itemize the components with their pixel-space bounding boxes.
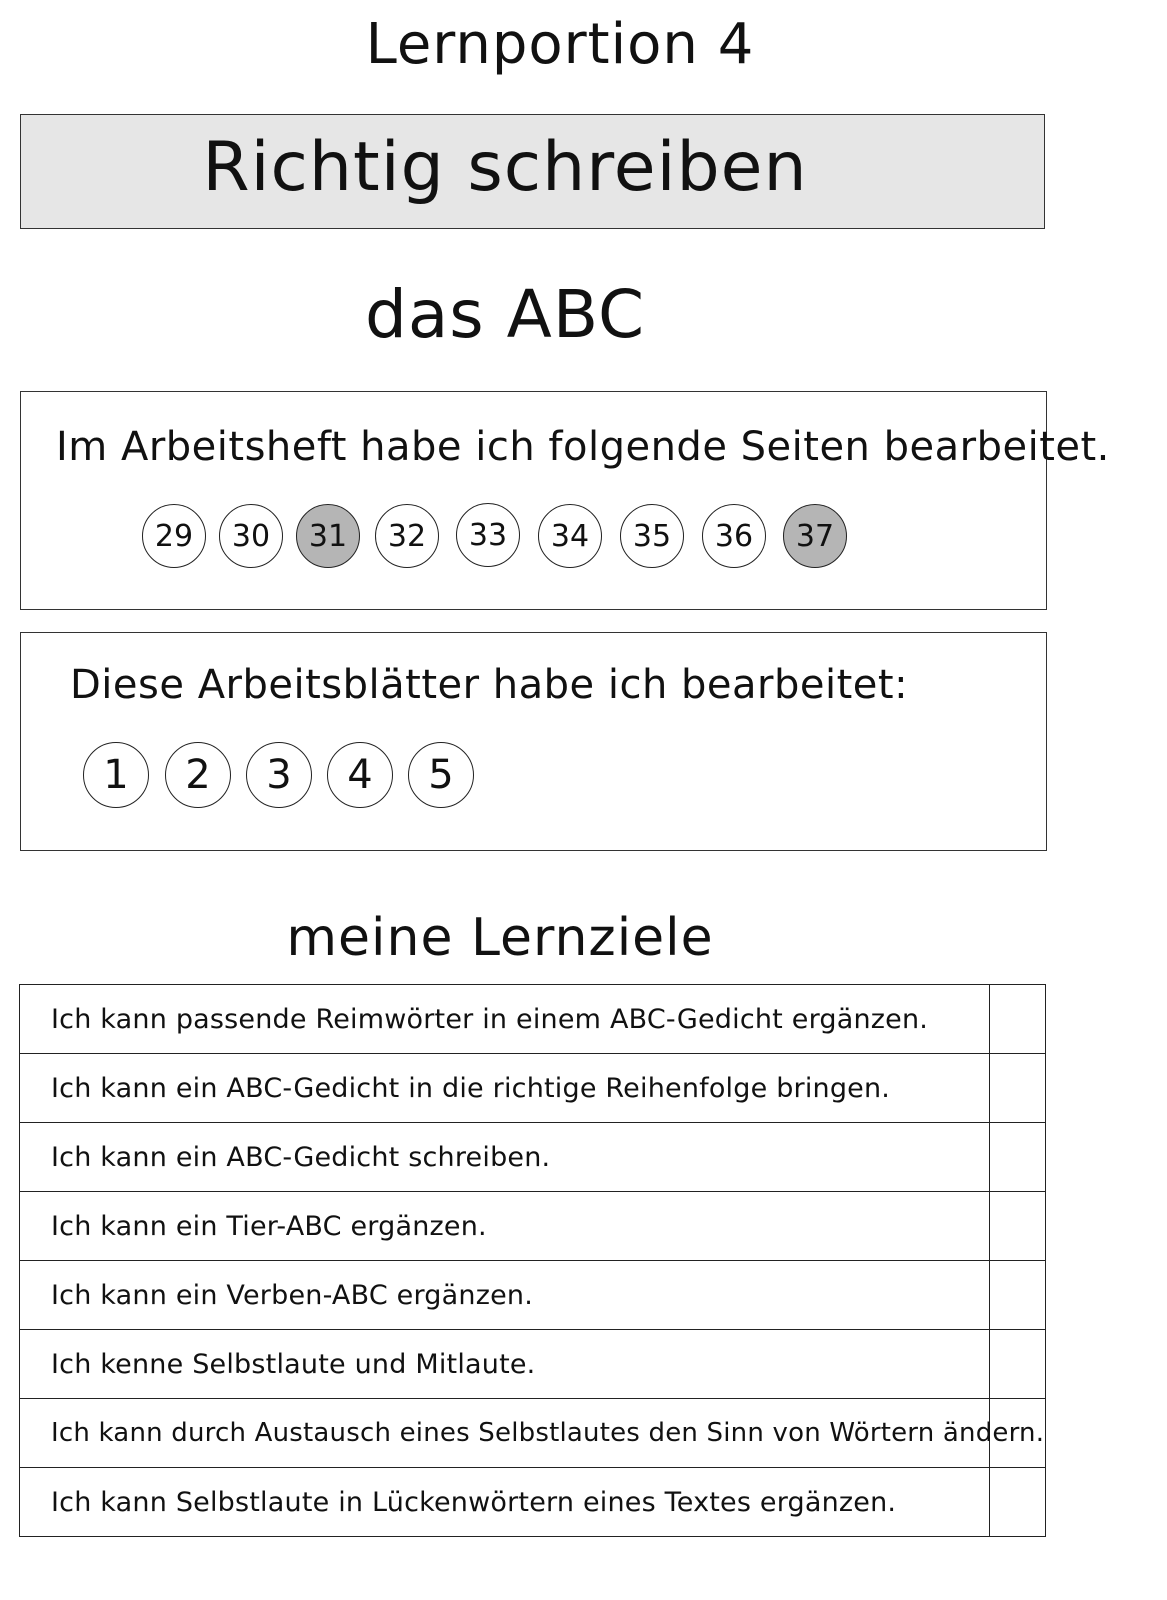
table-row	[20, 1054, 1046, 1123]
goal-checkbox[interactable]	[990, 1123, 1046, 1192]
table-row	[20, 1261, 1046, 1330]
sheet-circle[interactable]: 5	[408, 742, 474, 808]
table-row	[20, 1330, 1046, 1399]
sheet-circle[interactable]: 3	[246, 742, 312, 808]
goal-checkbox[interactable]	[990, 1192, 1046, 1261]
page-circle[interactable]: 37	[783, 504, 847, 568]
goal-checkbox[interactable]	[990, 985, 1046, 1054]
page-circle[interactable]: 35	[620, 504, 684, 568]
table-row	[20, 1123, 1046, 1192]
page-circle[interactable]: 29	[142, 504, 206, 568]
goal-text: Ich kann ein Verben-ABC ergänzen.	[20, 1261, 990, 1330]
goal-text: Ich kann ein ABC-Gedicht schreiben.	[20, 1123, 990, 1192]
table-row	[20, 1468, 1046, 1537]
arbeitsblaetter-label: Diese Arbeitsblätter habe ich bearbeitet:	[70, 662, 909, 708]
goal-text: Ich kann ein ABC-Gedicht in die richtige Reihenfolge bringen.	[20, 1054, 990, 1123]
table-row	[20, 1192, 1046, 1261]
lernportion-heading: Lernportion 4	[365, 12, 755, 77]
page-circle[interactable]: 31	[296, 504, 360, 568]
topic-subtitle: das ABC	[364, 276, 646, 353]
page-circle[interactable]: 30	[219, 504, 283, 568]
page-circle[interactable]: 33	[456, 503, 520, 567]
sheet-circle[interactable]: 4	[327, 742, 393, 808]
goal-text: Ich kenne Selbstlaute und Mitlaute.	[20, 1330, 990, 1399]
page-title: Richtig schreiben	[202, 128, 808, 207]
page-circle[interactable]: 32	[375, 504, 439, 568]
goal-checkbox[interactable]	[990, 1468, 1046, 1537]
table-row	[20, 1399, 1046, 1468]
goal-checkbox[interactable]	[990, 1054, 1046, 1123]
goal-text: Ich kann ein Tier-ABC ergänzen.	[20, 1192, 990, 1261]
page-circle[interactable]: 34	[538, 504, 602, 568]
goal-checkbox[interactable]	[990, 1330, 1046, 1399]
goal-checkbox[interactable]	[990, 1261, 1046, 1330]
table-row	[20, 985, 1046, 1054]
goal-text: Ich kann durch Austausch eines Selbstlautes den Sinn von Wörtern ändern.	[20, 1399, 990, 1468]
lernziele-table	[19, 984, 1046, 1537]
goal-text: Ich kann Selbstlaute in Lückenwörtern eines Textes ergänzen.	[20, 1468, 990, 1537]
sheet-circle[interactable]: 1	[83, 742, 149, 808]
lernziele-title: meine Lernziele	[286, 908, 714, 968]
sheet-circle[interactable]: 2	[165, 742, 231, 808]
goal-text: Ich kann passende Reimwörter in einem ABC-Gedicht ergänzen.	[20, 985, 990, 1054]
arbeitsheft-label: Im Arbeitsheft habe ich folgende Seiten bearbeitet.	[56, 424, 1110, 470]
page-circle[interactable]: 36	[702, 504, 766, 568]
